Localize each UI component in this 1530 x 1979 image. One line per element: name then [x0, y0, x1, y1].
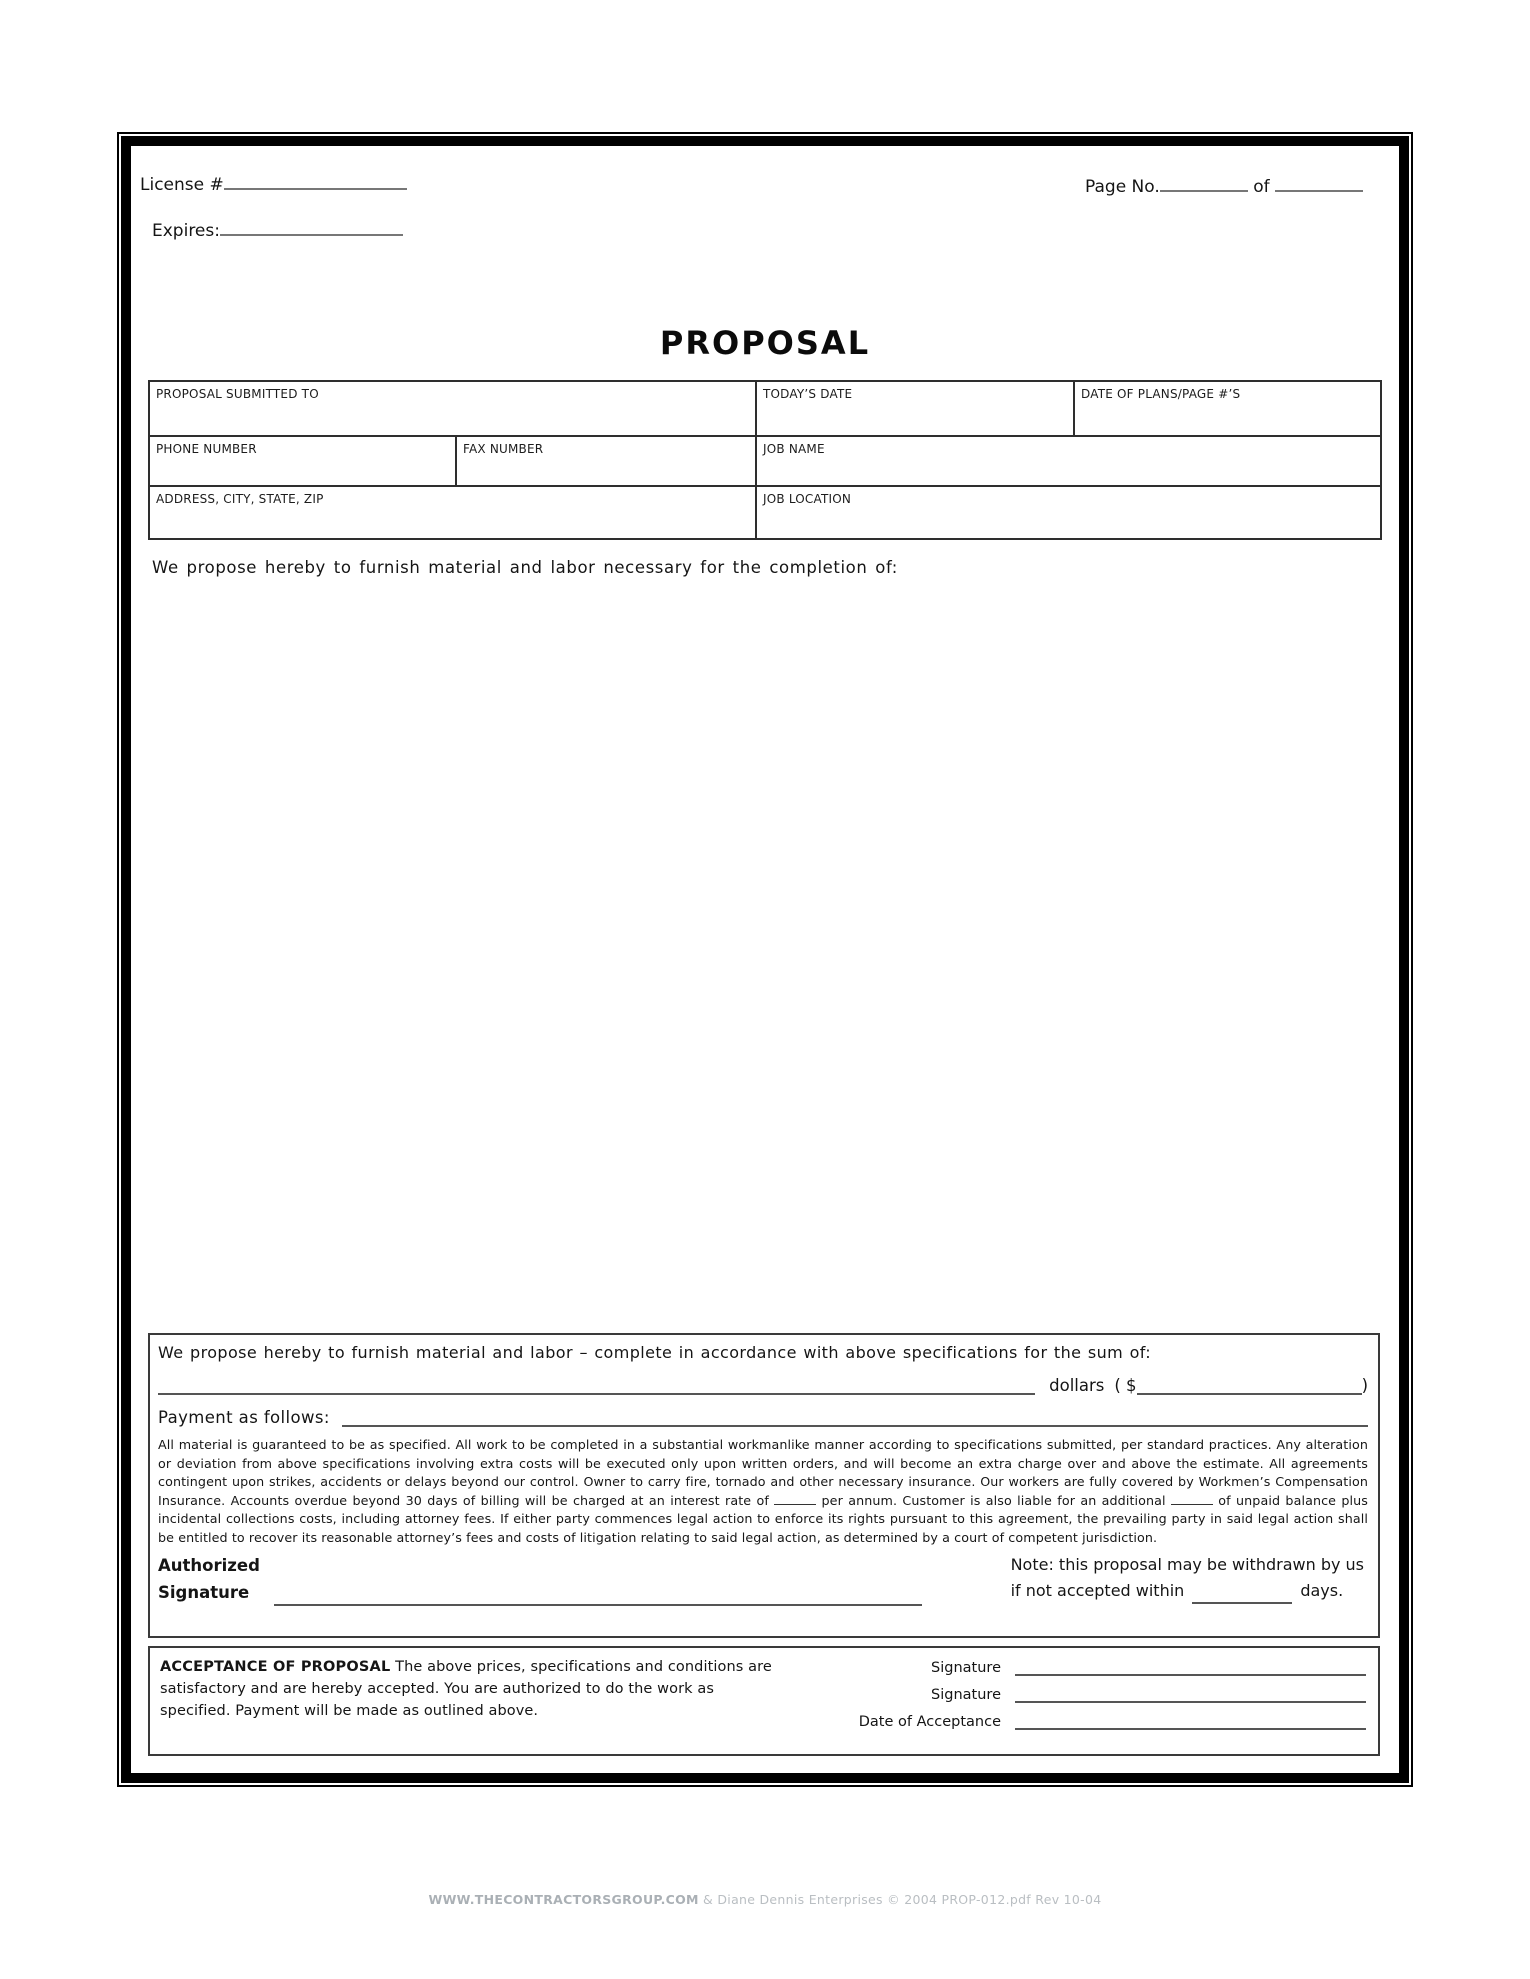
cell-date-of-plans[interactable]: DATE OF PLANS/PAGE #’S — [1074, 381, 1381, 436]
expires-date-blank[interactable] — [220, 218, 403, 236]
terms-paragraph — [158, 1436, 1368, 1547]
dollars-label: dollars — [1049, 1376, 1105, 1395]
page-frame — [117, 132, 1413, 1787]
intro-statement: We propose hereby to furnish material and labor necessary for the completion of: — [152, 558, 898, 577]
terms-part3: of unpaid balance plus incidental collections costs, including attorney fees. If either party commences legal action to enforce its rights pursuant to this agreement, the prevailing party in said legal action shall be entitled to recover its reasonable attorney’s fees and costs of litigation relating to said legal action, as determined by a court of competent jurisdiction. — [158, 1492, 1368, 1545]
close-paren: ) — [1361, 1376, 1368, 1395]
date-of-acceptance-blank[interactable] — [1015, 1716, 1366, 1731]
table-row — [149, 381, 1381, 436]
cell-job-location[interactable]: JOB LOCATION — [756, 486, 1381, 539]
payment-label: Payment as follows: — [158, 1408, 330, 1427]
license-label: License # — [140, 174, 224, 195]
footer-credit — [0, 1892, 1530, 1907]
dollars-row — [158, 1376, 1368, 1395]
acceptance-signature-row-2 — [785, 1687, 1366, 1703]
days-blank[interactable] — [1192, 1587, 1292, 1604]
of-label: of — [1253, 176, 1270, 197]
acceptance-box — [148, 1646, 1380, 1756]
signature-label-2: Signature — [931, 1687, 1001, 1703]
cell-todays-date[interactable]: TODAY’S DATE — [756, 381, 1074, 436]
table-row — [149, 486, 1381, 539]
note-line2-pre: if not accepted within — [1010, 1581, 1185, 1600]
payment-terms-blank[interactable] — [342, 1409, 1368, 1427]
acceptance-signature-blank-2[interactable] — [1015, 1689, 1366, 1704]
acceptance-signature-blank-1[interactable] — [1015, 1662, 1366, 1677]
expires-label: Expires: — [152, 220, 220, 241]
cell-fax-number[interactable]: FAX NUMBER — [456, 436, 756, 486]
page-content — [131, 146, 1399, 1773]
note-line2 — [1011, 1578, 1364, 1604]
page-no-label: Page No. — [1085, 176, 1160, 197]
additional-amount-blank[interactable] — [1171, 1493, 1213, 1504]
table-row — [149, 436, 1381, 486]
acceptance-fields — [785, 1656, 1366, 1748]
page-title: PROPOSAL — [659, 324, 871, 362]
footer-rest: & Diane Dennis Enterprises © 2004 PROP-012.pdf Rev 10-04 — [703, 1892, 1102, 1907]
signature-word: Signature — [158, 1583, 250, 1602]
terms-part2: per annum. Customer is also liable for an additional — [821, 1492, 1166, 1508]
acceptance-text — [160, 1656, 785, 1748]
withdrawal-note — [1011, 1552, 1368, 1606]
date-of-acceptance-label: Date of Acceptance — [858, 1714, 1001, 1730]
date-of-acceptance-row — [785, 1714, 1366, 1730]
page-number-row — [1085, 174, 1363, 197]
note-line2-post: days. — [1300, 1581, 1344, 1600]
acceptance-signature-row-1 — [785, 1660, 1366, 1676]
proposal-info-table — [148, 380, 1382, 540]
sum-statement: We propose hereby to furnish material and labor – complete in accordance with above specifications for the sum of: — [158, 1343, 1152, 1362]
authorized-word: Authorized — [158, 1556, 260, 1575]
cell-job-name[interactable]: JOB NAME — [756, 436, 1381, 486]
footer-website: WWW.THECONTRACTORSGROUP.COM — [428, 1892, 699, 1907]
sum-words-blank[interactable] — [158, 1377, 1035, 1395]
license-row — [140, 172, 407, 195]
authorized-signature-blank[interactable] — [274, 1590, 922, 1606]
terms-part1: All material is guaranteed to be as specified. All work to be completed in a substantial workmanlike manner according to specifications submitted, per standard practices. Any alteration or deviation from above specifications involving extra costs will be executed only upon written orders, and will become an extra charge over and above the estimate. All agreements contingent upon strikes, accidents or delays beyond our control. Owner to carry fire, tornado and other necessary insurance. Our workers are fully covered by Workmen’s Compensation Insurance. Accounts overdue beyond 30 days of billing will be charged at an interest rate of — [158, 1437, 1368, 1508]
authorized-signature-row — [158, 1552, 1368, 1606]
expires-row — [152, 218, 403, 241]
signature-label-1: Signature — [931, 1660, 1001, 1676]
note-line1: Note: this proposal may be withdrawn by us — [1010, 1555, 1364, 1574]
page-total-blank[interactable] — [1275, 174, 1363, 192]
authorized-signature-label — [158, 1552, 260, 1606]
cell-address-city-state-zip[interactable]: ADDRESS, CITY, STATE, ZIP — [149, 486, 756, 539]
page-frame-inner — [121, 136, 1409, 1783]
page-number-blank[interactable] — [1160, 174, 1248, 192]
cell-proposal-submitted-to[interactable]: PROPOSAL SUBMITTED TO — [149, 381, 756, 436]
payment-row — [158, 1408, 1368, 1427]
interest-rate-blank[interactable] — [774, 1493, 816, 1504]
open-paren-dollar: ( $ — [1114, 1376, 1137, 1395]
sum-and-terms-box — [148, 1333, 1380, 1638]
cell-phone-number[interactable]: PHONE NUMBER — [149, 436, 456, 486]
acceptance-heading: ACCEPTANCE OF PROPOSAL — [160, 1659, 391, 1675]
license-number-blank[interactable] — [224, 172, 407, 190]
sum-figures-blank[interactable] — [1137, 1378, 1362, 1395]
acceptance-body: The above prices, specifications and conditions are satisfactory and are hereby accepted. You are authorized to do the work as specified. Payment will be made as outlined above. — [160, 1659, 772, 1719]
